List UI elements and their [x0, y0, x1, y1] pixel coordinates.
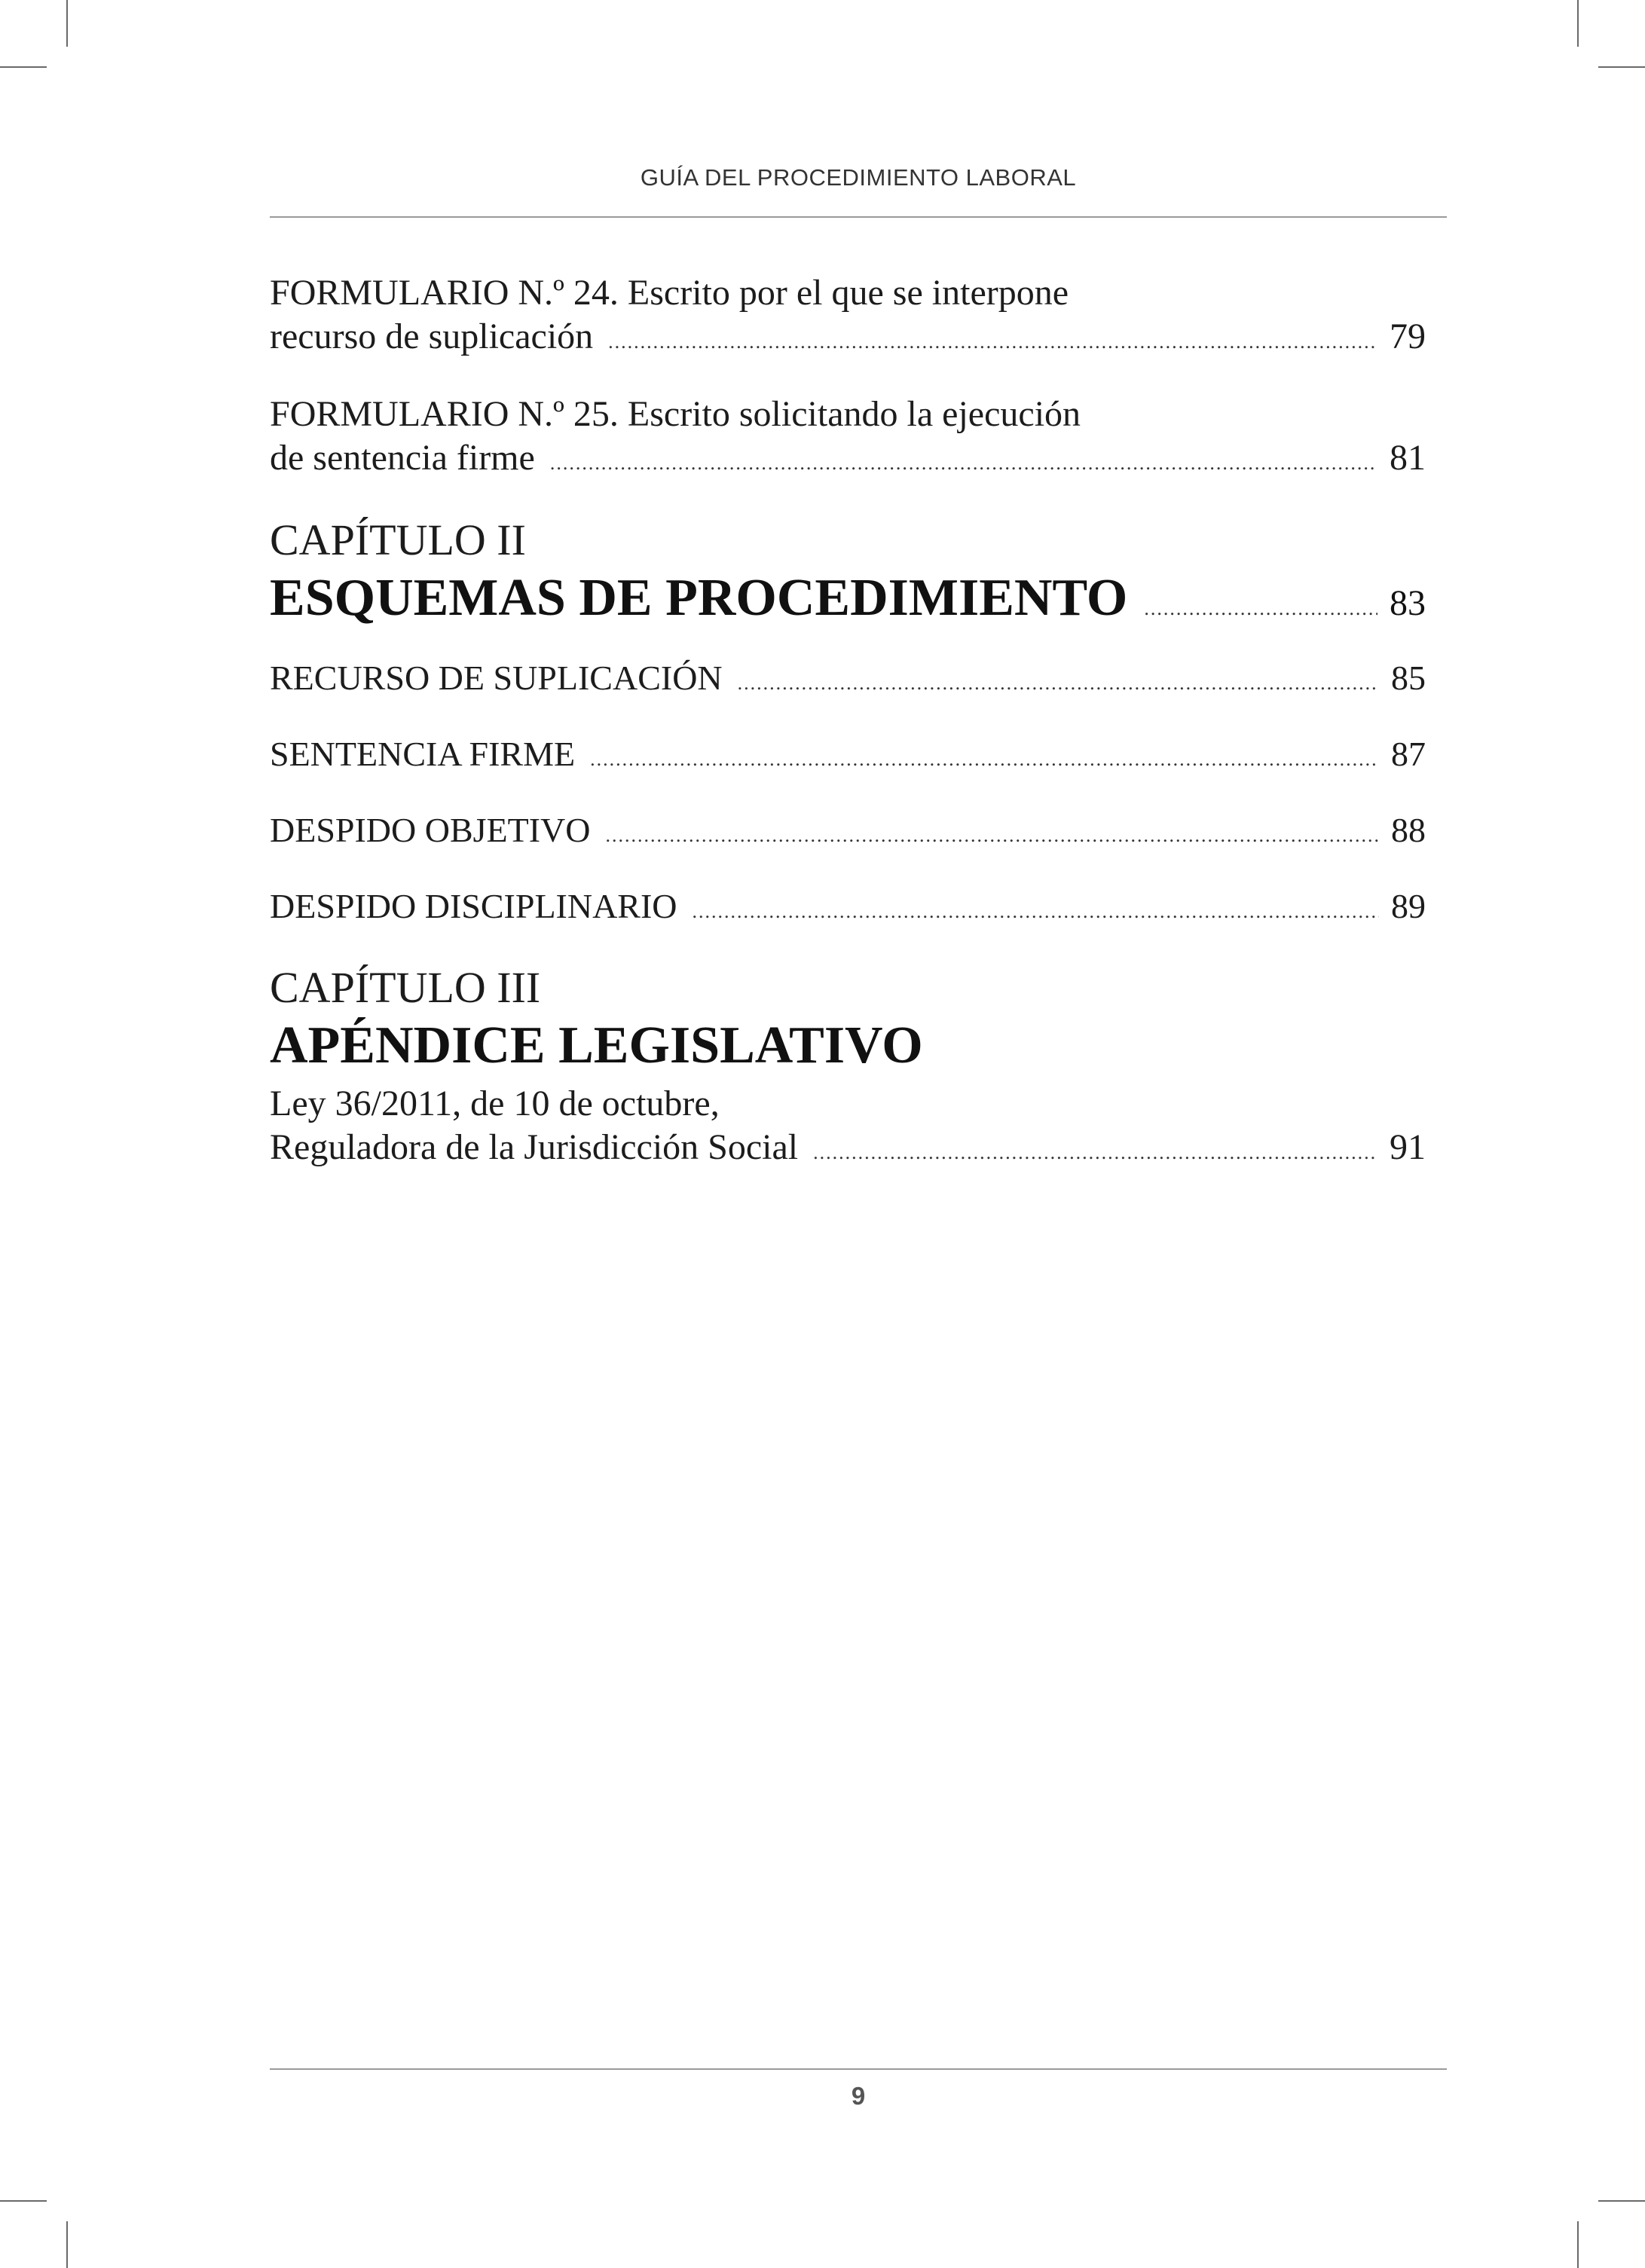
dot-leader: [813, 1131, 1377, 1175]
crop-mark: [1577, 2221, 1579, 2268]
crop-mark: [66, 0, 68, 47]
crop-mark: [1598, 2200, 1645, 2202]
toc-page-number: 88: [1391, 811, 1426, 849]
crop-mark: [1577, 0, 1579, 47]
crop-mark: [0, 66, 47, 68]
dot-leader: [1144, 577, 1377, 640]
toc-page-number: 81: [1390, 438, 1426, 478]
crop-mark: [66, 2221, 68, 2268]
dot-leader: [693, 891, 1379, 933]
crop-mark: [1598, 66, 1645, 68]
chapter-title-link[interactable]: [270, 1014, 1426, 1077]
chapter-2-items: [270, 657, 1426, 933]
toc-page-number: 83: [1390, 583, 1426, 623]
toc-entry-title: FORMULARIO N.º 25. Escrito solicitando la ejecución: [270, 394, 1081, 434]
toc-page-number: 85: [1391, 659, 1426, 697]
toc-page-number: 89: [1391, 887, 1426, 925]
toc-entry-title: FORMULARIO N.º 24. Escrito por el que se interpone: [270, 273, 1069, 313]
footer-rule: [270, 2068, 1447, 2070]
toc-entry-title: RECURSO DE SUPLICACIÓN: [270, 659, 723, 697]
dot-leader: [550, 442, 1377, 485]
chapter-3: [270, 961, 1426, 1175]
toc-entry-sentencia[interactable]: [270, 733, 1426, 781]
toc-entry-form-25[interactable]: [270, 393, 1426, 485]
dot-leader: [590, 738, 1379, 781]
chapter-2: [270, 514, 1426, 933]
toc-entry-form-24[interactable]: [270, 271, 1426, 364]
table-of-contents: [270, 271, 1426, 1175]
page-number: 9: [851, 2082, 866, 2110]
chapter-title-link[interactable]: [270, 567, 1426, 640]
toc-entry-title: SENTENCIA FIRME: [270, 735, 576, 773]
toc-entry-despido-objetivo[interactable]: [270, 809, 1426, 857]
dot-leader: [738, 662, 1379, 705]
running-head: GUÍA DEL PROCEDIMIENTO LABORAL: [640, 164, 1077, 191]
toc-entry-title: DESPIDO OBJETIVO: [270, 811, 591, 849]
chapter-title: APÉNDICE LEGISLATIVO: [270, 1016, 923, 1074]
toc-entry-recurso[interactable]: [270, 657, 1426, 705]
chapter-label: CAPÍTULO III: [270, 963, 541, 1012]
toc-entry-title-cont: recurso de suplicación: [270, 316, 594, 356]
header-rule: [270, 216, 1447, 218]
toc-entry-title-cont: de sentencia firme: [270, 438, 535, 478]
dot-leader: [606, 815, 1380, 857]
chapter-title: ESQUEMAS DE PROCEDIMIENTO: [270, 569, 1128, 627]
dot-leader: [608, 320, 1377, 364]
chapter-label: CAPÍTULO II: [270, 515, 526, 564]
toc-page-number: 91: [1390, 1127, 1426, 1167]
crop-mark: [0, 2200, 47, 2202]
toc-entry-title: Ley 36/2011, de 10 de octubre,: [270, 1084, 720, 1123]
toc-entry-despido-disciplinario[interactable]: [270, 885, 1426, 933]
toc-page-number: 79: [1390, 316, 1426, 356]
toc-page-number: 87: [1391, 735, 1426, 773]
toc-entry-title-cont: Reguladora de la Jurisdicción Social: [270, 1127, 799, 1167]
toc-entry-ley[interactable]: [270, 1082, 1426, 1175]
toc-entry-title: DESPIDO DISCIPLINARIO: [270, 887, 677, 925]
